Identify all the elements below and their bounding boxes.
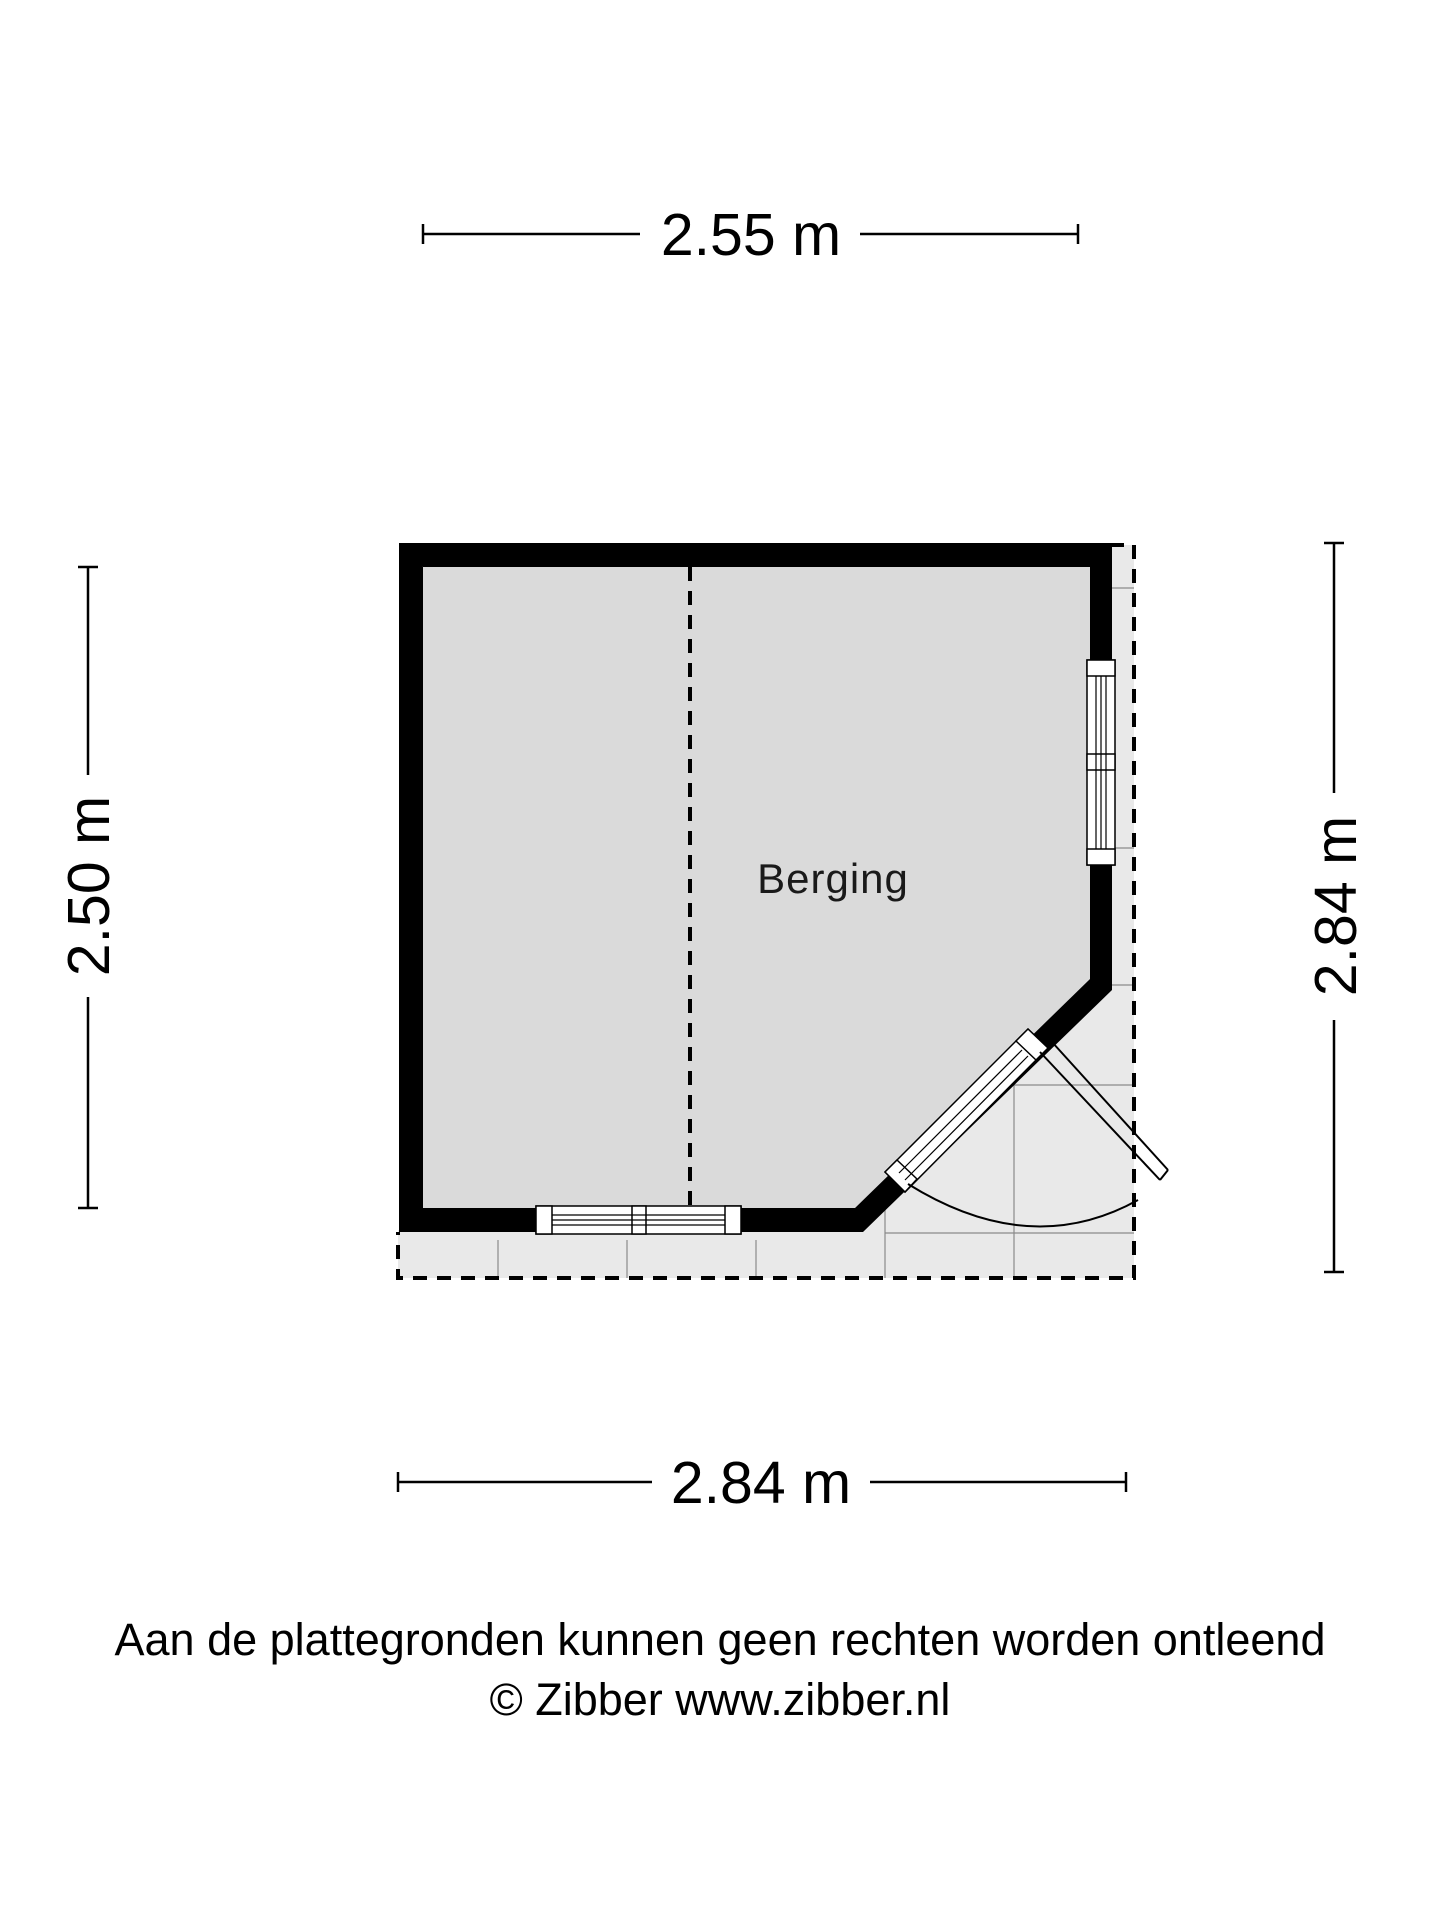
window-right-wall: [1087, 660, 1115, 865]
dimension-top: [423, 202, 1078, 268]
dimension-left-label: 2.50 m: [56, 795, 122, 977]
dimension-left: [56, 567, 122, 1208]
dimension-right-label: 2.84 m: [1303, 815, 1369, 997]
room-label: Berging: [757, 855, 909, 902]
dimension-bottom-label: 2.84 m: [670, 1450, 852, 1516]
dimension-top-label: 2.55 m: [660, 202, 842, 268]
window-bottom-wall: [536, 1206, 741, 1234]
copyright-text: © Zibber www.zibber.nl: [489, 1674, 951, 1725]
dimension-bottom: [398, 1450, 1126, 1516]
disclaimer-text: Aan de plattegronden kunnen geen rechten worden ontleend: [114, 1614, 1326, 1665]
dimension-right: [1303, 543, 1369, 1272]
